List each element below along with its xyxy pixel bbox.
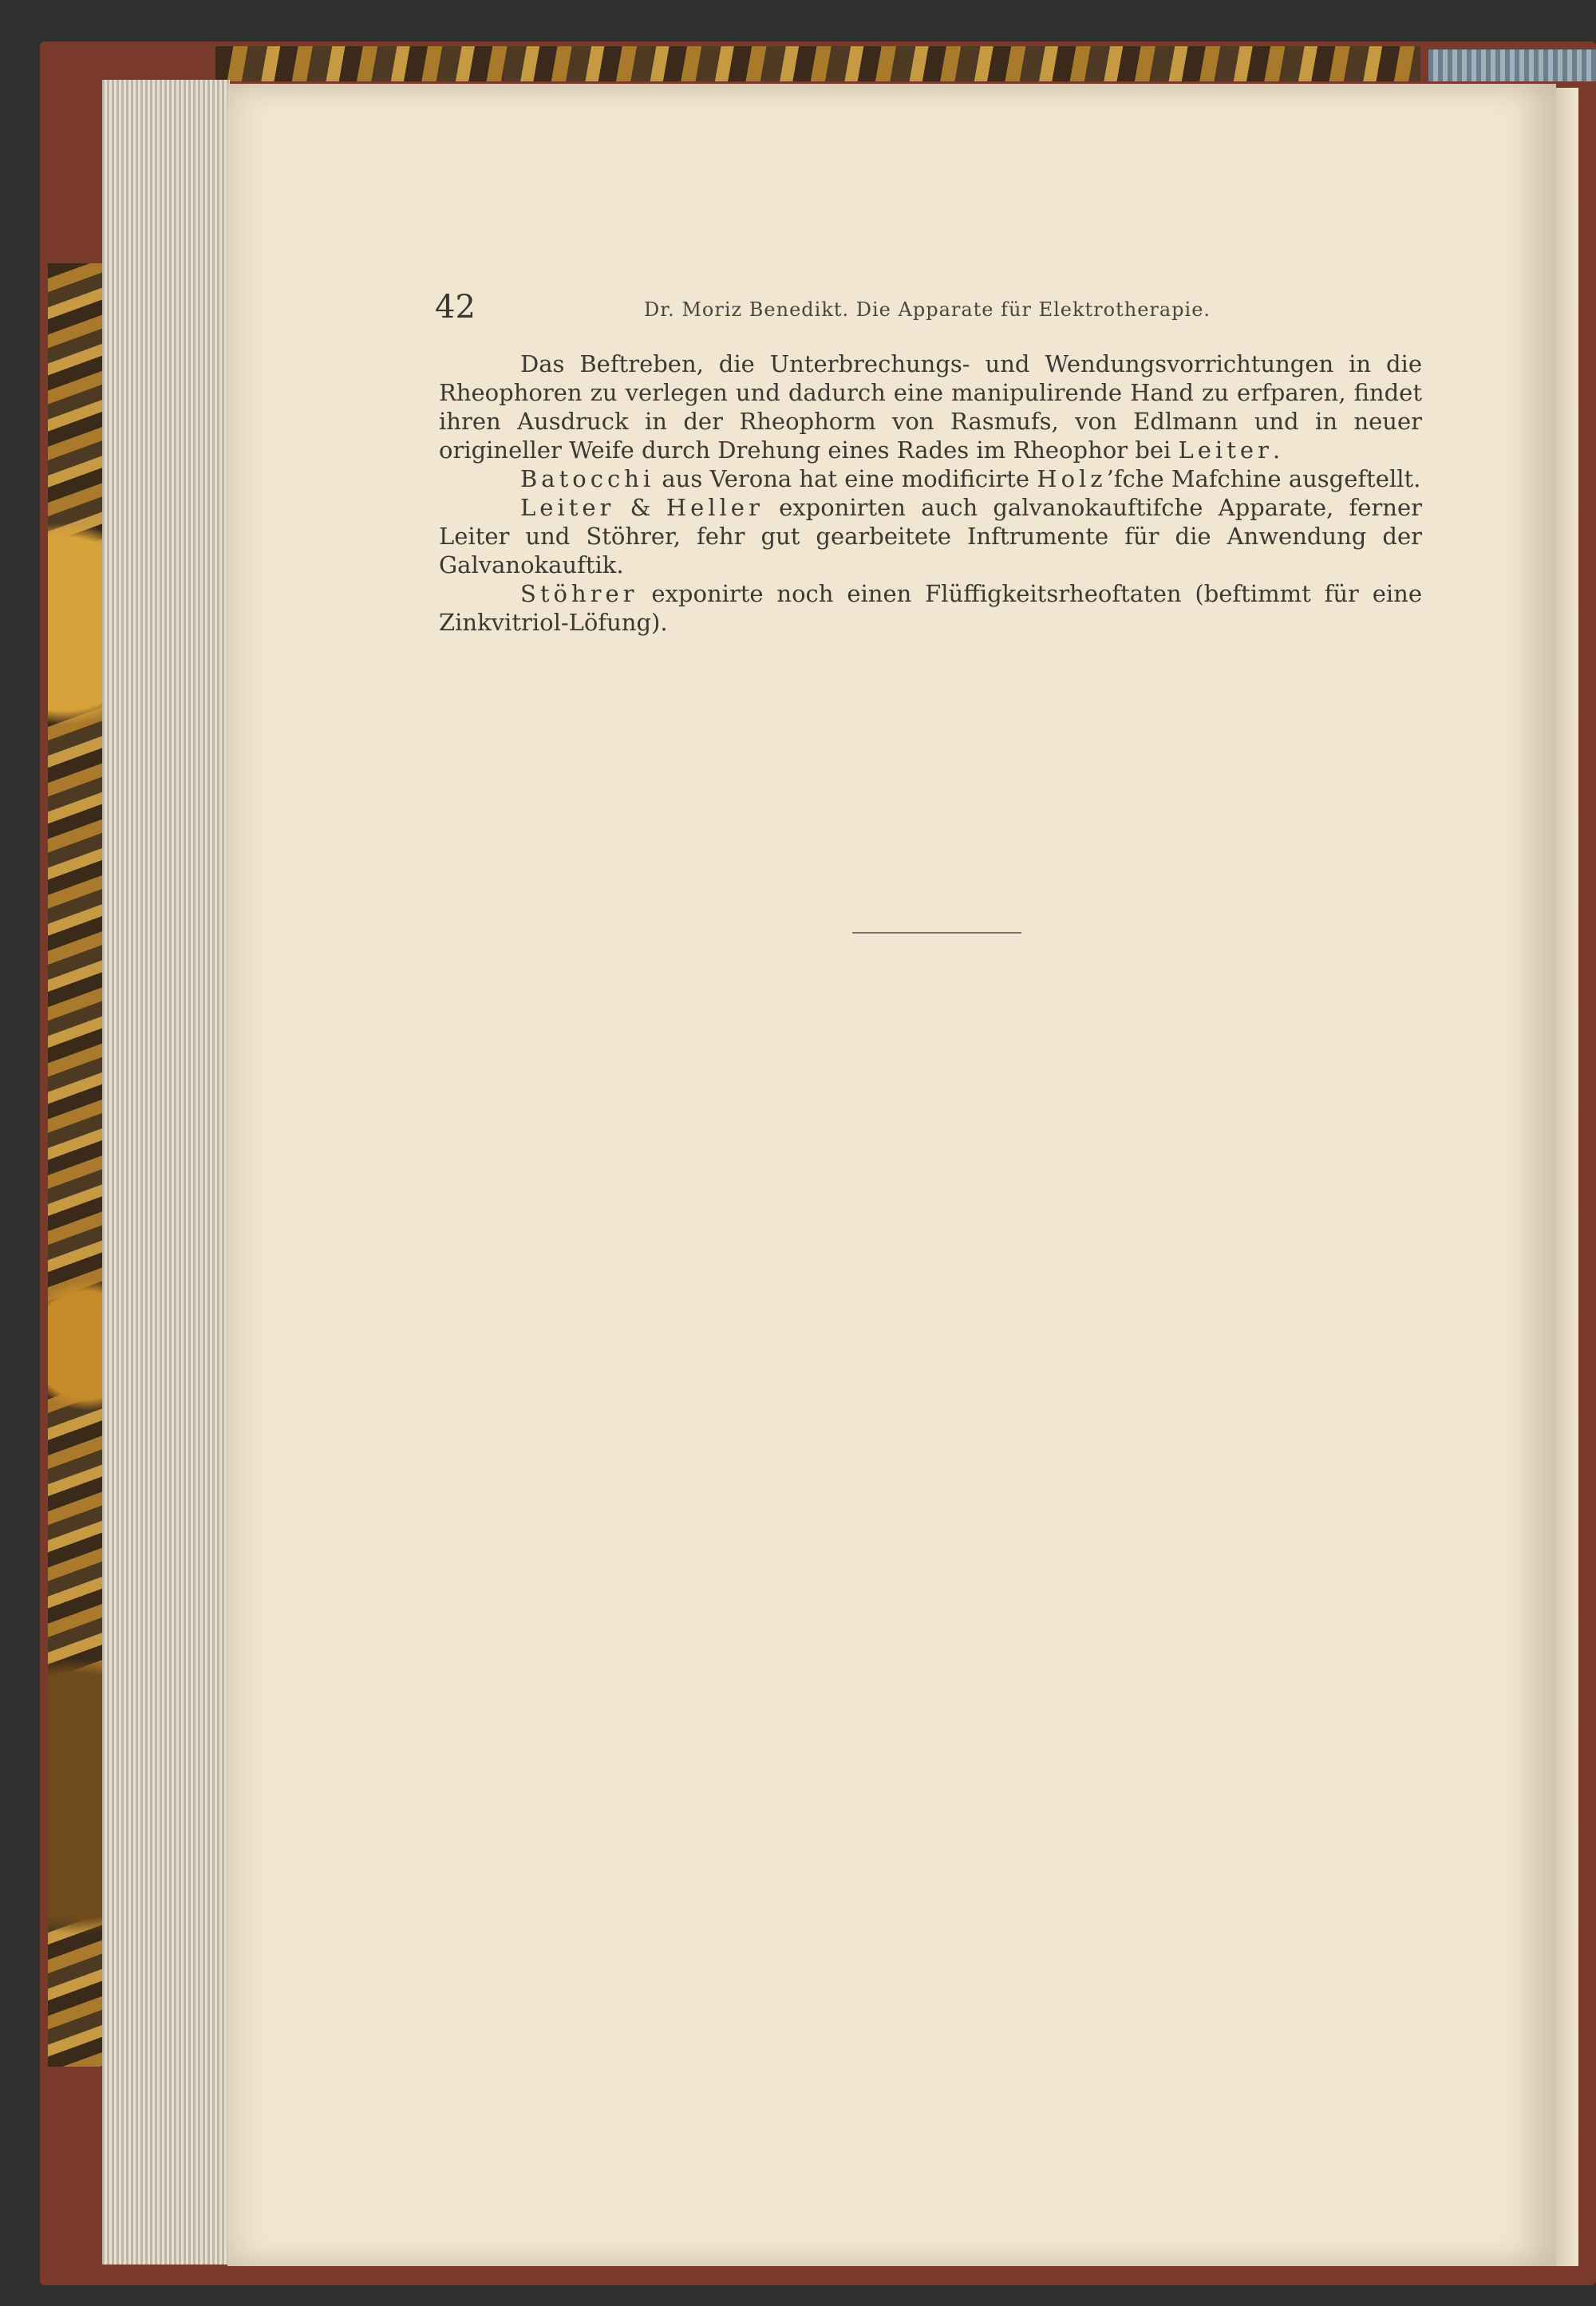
spaced-name: Heller bbox=[666, 494, 764, 521]
spaced-name: Holz bbox=[1037, 465, 1107, 492]
paragraph-tail: . bbox=[1272, 436, 1281, 464]
paragraph-text: exponirten auch galvanokauftifche Apparate, ferner Leiter und Stöhrer, fehr gut gearbeitete Inftrumente für die Anwendung der Galvanokauftik. bbox=[439, 494, 1422, 578]
paragraph-2 bbox=[439, 464, 1422, 493]
page-gutter bbox=[1556, 88, 1578, 2266]
paragraph-3 bbox=[439, 493, 1422, 579]
paragraph-text: Das Beftreben, die Unterbrechungs- und Wendungsvorrichtungen in die Rheophoren zu verlegen und dadurch eine manipulirende Hand zu erfparen, findet ihren Ausdruck in der Rheophorm von Rasmufs, von Edlmann und in neuer origineller Weife durch Drehung eines Rades im Rheophor bei bbox=[439, 350, 1422, 464]
spaced-name: Leiter bbox=[1178, 436, 1273, 464]
spaced-name: Batocchi bbox=[520, 465, 655, 492]
paragraph-text: exponirte noch einen Flüffigkeitsrheoftaten (beftimmt für eine Zinkvitriol-Löfung). bbox=[439, 580, 1422, 636]
ampersand: & bbox=[614, 494, 666, 521]
section-rule bbox=[852, 932, 1021, 934]
marbled-top-edge bbox=[215, 46, 1420, 81]
paragraph-1 bbox=[439, 349, 1422, 464]
page-header bbox=[435, 289, 1424, 329]
page-number: 42 bbox=[435, 289, 476, 326]
paragraph-text: aus Verona hat eine modificirte bbox=[654, 465, 1037, 492]
spaced-name: Stöhrer bbox=[520, 580, 638, 607]
running-head: Dr. Moriz Benedikt. Die Apparate für Elektrotherapie. bbox=[644, 298, 1211, 321]
spaced-name: Leiter bbox=[520, 494, 615, 521]
marbled-edge bbox=[48, 263, 104, 2067]
body-text bbox=[439, 349, 1422, 637]
page-block-edge bbox=[102, 80, 230, 2265]
paragraph-4 bbox=[439, 579, 1422, 637]
spine-cloth bbox=[1428, 49, 1596, 81]
paragraph-tail: ’fche Mafchine ausgeftellt. bbox=[1106, 465, 1421, 492]
